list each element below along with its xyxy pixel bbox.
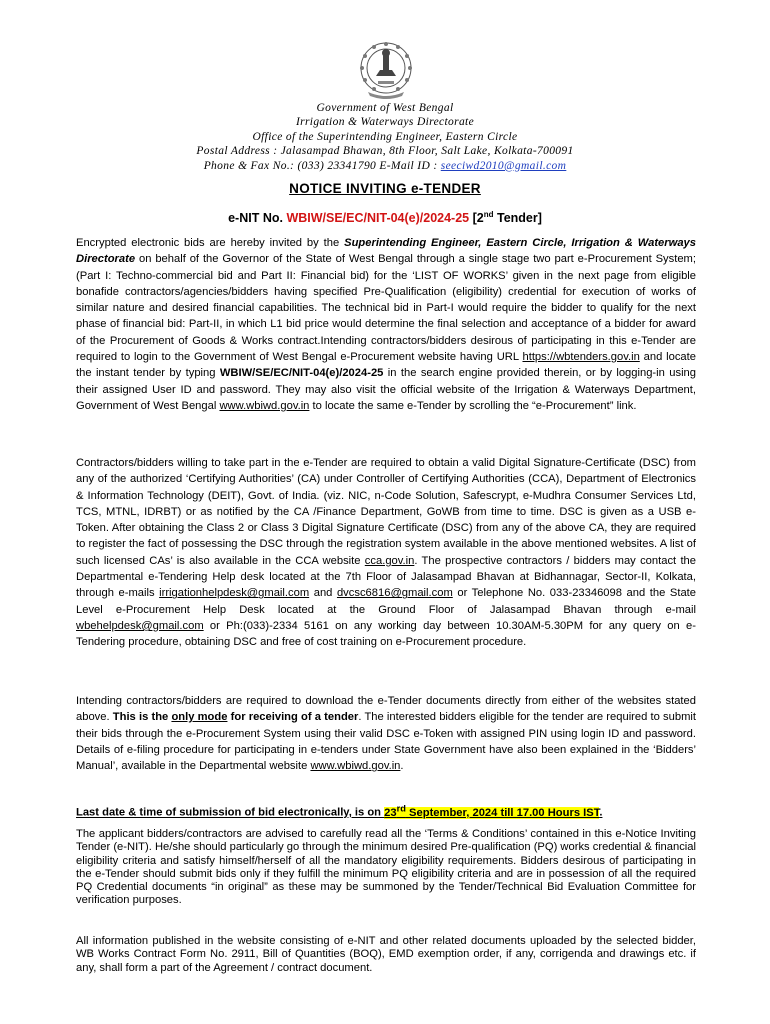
enit-bracket-open: [2 <box>469 211 484 226</box>
wbiwd-link[interactable]: www.wbiwd.gov.in <box>219 399 310 412</box>
p1-tender-id: WBIW/SE/EC/NIT-04(e)/2024-25 <box>219 367 384 380</box>
header-line-directorate: Irrigation & Waterways Directorate <box>295 116 475 129</box>
paragraph-download <box>76 693 696 774</box>
deadline-period: . <box>599 806 603 819</box>
deadline-rest: September, 2024 till 17.00 Hours IST <box>405 806 600 819</box>
p1-text-5: to locate the same e-Tender by scrolling the “e-Procurement” link. <box>309 399 637 412</box>
enit-prefix: e-NIT No. <box>228 211 287 226</box>
cca-link[interactable]: cca.gov.in <box>364 554 415 567</box>
p2-text-5: or Ph:(033)-2334 5161 on any working day between 10.30AM-5.30PM for any query on e-Tendering procedure, obtaining DSC and free of cost training on e-Procurement procedure. <box>76 619 696 649</box>
enit-number-line <box>0 210 770 225</box>
submission-deadline <box>76 800 696 821</box>
p3-text-3: . <box>400 760 404 773</box>
p1-text-1: Encrypted electronic bids are hereby invited by the <box>76 237 345 249</box>
enit-number: WBIW/SE/EC/NIT-04(e)/2024-25 <box>286 211 470 226</box>
paragraph-agreement: All information published in the website consisting of e-NIT and other related documents uploaded by the selected bidder, WB Works Contract Form No. 2911, Bill of Quantities (BOQ), EMD exemption order, if any, corrigenda and drawings etc. if any, shall form a part of the Agreement / contract document. <box>76 935 696 974</box>
enit-bracket-close: Tender] <box>493 211 542 226</box>
wbiwd-link-2[interactable]: www.wbiwd.gov.in <box>310 760 401 773</box>
header-line-contact <box>0 159 770 173</box>
p3-text-1: Intending contractors/bidders are required to download the e-Tender documents directly from either of the websites stated above. <box>76 695 696 724</box>
p2-text-3: and <box>309 587 337 600</box>
enit-sup: nd <box>483 210 494 219</box>
p2-text-2: . The prospective contractors / bidders may contact the Departmental e-Tendering Help desk located at the 7th Floor of Jalasampad Bhavan at Bidhannagar, Sector-II, Kolkata, through e-mails <box>76 554 696 600</box>
west-bengal-emblem-icon <box>358 40 414 100</box>
deadline-day-sup: rd <box>396 803 406 813</box>
p1-text-3: and locate the instant tender by typing <box>76 351 696 380</box>
deadline-day: 23 <box>384 806 397 819</box>
p3-text-2: . The interested bidders eligible for the tender are required to submit their bids through the e-Procurement System using their valid DSC e-Token with assigned PIN using login ID and password. Details of e-filing procedure for participating in e-tenders under State Government have also been explained in the ‘Bidders’ Manual’, available in the Departmental website <box>76 711 696 773</box>
paragraph-invitation <box>76 235 696 414</box>
wbe-helpdesk-email-link[interactable]: wbehelpdesk@gmail.com <box>76 619 204 632</box>
contact-text: Phone & Fax No.: (033) 23341790 E-Mail ID : <box>203 159 441 172</box>
p1-text-4: in the search engine provided therein, or by logging-in using their assigned User ID and password. They may also visit the official website of the Irrigation & Waterways Department, Government of West Bengal <box>76 367 696 412</box>
p3-bold-2: for receiving of a tender <box>227 711 359 724</box>
notice-title: NOTICE INVITING e-TENDER <box>289 181 481 196</box>
header-line-government: Government of West Bengal <box>316 102 454 114</box>
header-line-office: Office of the Superintending Engineer, Eastern Circle <box>252 130 518 143</box>
p3-bold-1: This is the <box>112 711 172 724</box>
deadline-date <box>384 803 600 819</box>
p3-only-mode: only mode <box>171 711 228 724</box>
paragraph-dsc <box>76 455 696 651</box>
p2-text-4: or Telephone No. 033-23346098 and the State Level e-Procurement Help Desk located at the Ground Floor of Jalasampad Bhavan through e-mail <box>76 587 696 616</box>
deadline-label: Last date & time of submission of bid electronically, is on <box>76 806 385 819</box>
dvcsc-email-link[interactable]: dvcsc6816@gmail.com <box>336 587 453 600</box>
header-line-address: Postal Address : Jalasampad Bhawan, 8th Floor, Salt Lake, Kolkata-700091 <box>196 145 574 158</box>
irrigation-helpdesk-email-link[interactable]: irrigationhelpdesk@gmail.com <box>159 587 310 600</box>
paragraph-terms: The applicant bidders/contractors are advised to carefully read all the ‘Terms & Conditions’ contained in this e-Notice Inviting Tender (e-NIT). He/she should particularly go through the minimum desired Pre-qualification (PQ) works credential & financial eligibility criteria and satisfy himself/herself of all the mandatory eligibility requirements. Bidders desirous of participating in the e-Tender should submit bids only if they fulfill the minimum PQ eligibility criteria and are in possession of all the required PQ Credential documents “in original” as these may be summoned by the Tender/Technical Bid Evaluation Committee for verification purposes. <box>76 828 696 907</box>
p1-authority: Superintending Engineer, Eastern Circle, Irrigation & Waterways Directorate <box>76 237 696 266</box>
wbtenders-link[interactable]: https://wbtenders.gov.in <box>522 351 640 364</box>
office-header <box>0 101 770 173</box>
p2-text-1: Contractors/bidders willing to take part in the e-Tender are required to obtain a valid Digital Signature-Certificate (DSC) from any of the authorized ‘Certifying Authorities’ (CA) under Controller of Certifying Authorities (CCA), Department of Electronics & Information Technology (DEIT), Govt. of India. (viz. NIC, n-Code Solution, Safescrypt, e-Mudhra Consumer Services Ltd, TCS, MTNL, IDRBT) or as notified by the CA /Finance Department, GoWB from time to time. DSC is given as a USB e-Token. After obtaining the Class 2 or Class 3 Digital Signature Certificate (DSC) from any of the above CA, they are required to register the fact of possessing the DSC through the registration system available in the above mentioned websites. A list of such licensed CAs’ is also available in the CCA website <box>76 457 696 567</box>
p1-text-2: on behalf of the Governor of the State of West Bengal through a single stage two part e-Procurement System; (Part I: Techno-commercial bid and Part II: Financial bid) for the ‘LIST OF WORKS’ given in the next page from eligible bonafide contractors/agencies/bidders having specified Pre-Qualification (eligibility) credential for execution of works of similar nature and desired financial capabilities. The technical bid in Part-I would require the bidder to qualify for the next phase of financial bid: Part-II, in which L1 bid price would determine the final selection and acceptance of a bidder for award of the Procurement of Goods & Works contract.Intending contractors/bidders desirous of participating in this e-Tender are required to login to the Government of West Bengal e-Procurement website having URL <box>76 253 696 364</box>
office-email-link[interactable]: seeciwd2010@gmail.com <box>440 159 567 172</box>
